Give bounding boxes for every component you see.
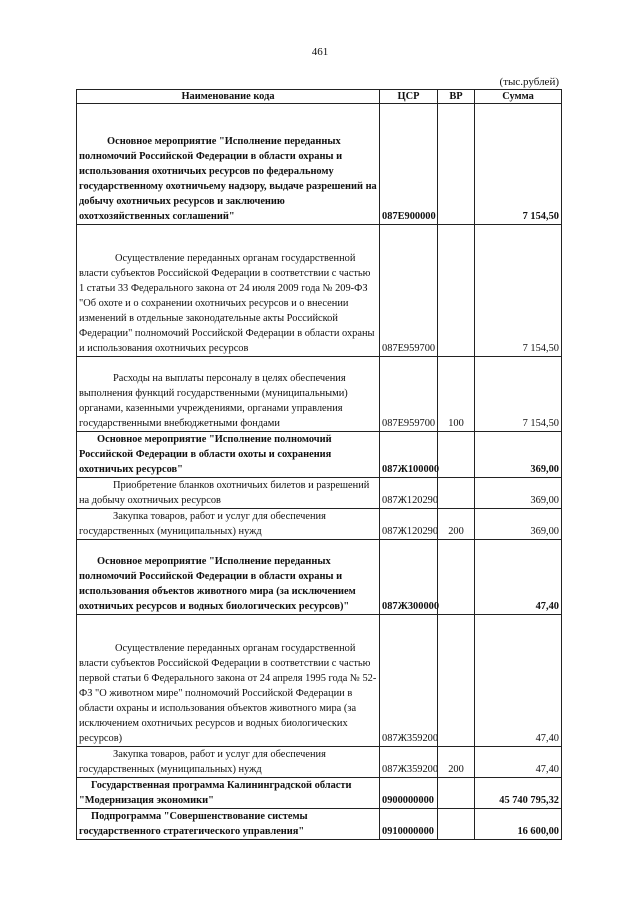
row-name: Осуществление переданных органам государственной власти субъектов Российской Федерации в соответствии с частью первой статьи 6 Федерального закона от 24 апреля 1995 года № 52-ФЗ "О животном мире" полномочий Российской Федерации в области охраны и использования объектов животного мира (за исключением охотничьих ресурсов и водных биологических ресурсов) xyxy=(77,615,380,747)
row-sum: 369,00 xyxy=(475,509,562,540)
row-vr: 100 xyxy=(438,357,475,432)
row-name: Государственная программа Калининградской области "Модернизация экономики" xyxy=(77,778,380,809)
row-sum: 369,00 xyxy=(475,478,562,509)
table-row xyxy=(77,225,562,357)
row-vr xyxy=(438,225,475,357)
row-name: Приобретение бланков охотничьих билетов и разрешений на добычу охотничьих ресурсов xyxy=(77,478,380,509)
table-row xyxy=(77,778,562,809)
row-csr: 087Е959700 xyxy=(380,225,438,357)
row-sum: 7 154,50 xyxy=(475,104,562,225)
row-csr: 087Ж100000 xyxy=(380,432,438,478)
row-csr: 0900000000 xyxy=(380,778,438,809)
page-number: 461 xyxy=(311,46,329,58)
table-header-row xyxy=(77,90,562,104)
table-row xyxy=(77,809,562,840)
table-row xyxy=(77,357,562,432)
row-vr: 200 xyxy=(438,747,475,778)
row-name: Расходы на выплаты персоналу в целях обеспечения выполнения функций государственными (муниципальными) органами, казенными учреждениями, органами управления государственными внебюджетными фондами xyxy=(77,357,380,432)
row-sum: 45 740 795,32 xyxy=(475,778,562,809)
units-label: (тыс.рублей) xyxy=(499,76,559,88)
row-csr: 087Ж300000 xyxy=(380,540,438,615)
row-csr: 087Е900000 xyxy=(380,104,438,225)
row-sum: 47,40 xyxy=(475,747,562,778)
row-csr: 087Ж359200 xyxy=(380,747,438,778)
row-vr xyxy=(438,540,475,615)
header-csr: ЦСР xyxy=(380,90,438,104)
table-row xyxy=(77,540,562,615)
table-row xyxy=(77,509,562,540)
row-sum: 7 154,50 xyxy=(475,357,562,432)
table-row xyxy=(77,747,562,778)
table-row xyxy=(77,432,562,478)
header-sum: Сумма xyxy=(475,90,562,104)
row-vr: 200 xyxy=(438,509,475,540)
table-row xyxy=(77,478,562,509)
row-vr xyxy=(438,104,475,225)
row-vr xyxy=(438,432,475,478)
row-csr: 087Ж120290 xyxy=(380,509,438,540)
row-csr: 087Ж359200 xyxy=(380,615,438,747)
row-csr: 087Е959700 xyxy=(380,357,438,432)
row-name: Подпрограмма "Совершенствование системы государственного стратегического управления" xyxy=(77,809,380,840)
table-row xyxy=(77,104,562,225)
row-name: Закупка товаров, работ и услуг для обеспечения государственных (муниципальных) нужд xyxy=(77,747,380,778)
row-name: Основное мероприятие "Исполнение переданных полномочий Российской Федерации в области охраны и использования охотничьих ресурсов по федеральному государственному охотничьему надзору, выдаче разрешений на добычу охотничьих ресурсов и заключению охотхозяйственных соглашений" xyxy=(77,104,380,225)
header-vr: ВР xyxy=(438,90,475,104)
row-name: Основное мероприятие "Исполнение полномочий Российской Федерации в области охоты и сохранения охотничьих ресурсов" xyxy=(77,432,380,478)
row-csr: 087Ж120290 xyxy=(380,478,438,509)
row-vr xyxy=(438,478,475,509)
row-sum: 16 600,00 xyxy=(475,809,562,840)
row-name: Осуществление переданных органам государственной власти субъектов Российской Федерации в соответствии с частью 1 статьи 33 Федерального закона от 24 июля 2009 года № 209-ФЗ "Об охоте и о сохранении охотничьих ресурсов и о внесении изменений в отдельные законодательные акты Российской Федерации" полномочий Российской Федерации в области охраны и использования охотничьих ресурсов xyxy=(77,225,380,357)
row-sum: 369,00 xyxy=(475,432,562,478)
row-sum: 7 154,50 xyxy=(475,225,562,357)
budget-table xyxy=(76,89,562,840)
row-name: Закупка товаров, работ и услуг для обеспечения государственных (муниципальных) нужд xyxy=(77,509,380,540)
row-sum: 47,40 xyxy=(475,540,562,615)
row-vr xyxy=(438,615,475,747)
header-name: Наименование кода xyxy=(77,90,380,104)
row-sum: 47,40 xyxy=(475,615,562,747)
row-vr xyxy=(438,778,475,809)
table-row xyxy=(77,615,562,747)
row-name: Основное мероприятие "Исполнение переданных полномочий Российской Федерации в области охраны и использования объектов животного мира (за исключением охотничьих ресурсов и водных биологических ресурсов)" xyxy=(77,540,380,615)
row-csr: 0910000000 xyxy=(380,809,438,840)
row-vr xyxy=(438,809,475,840)
